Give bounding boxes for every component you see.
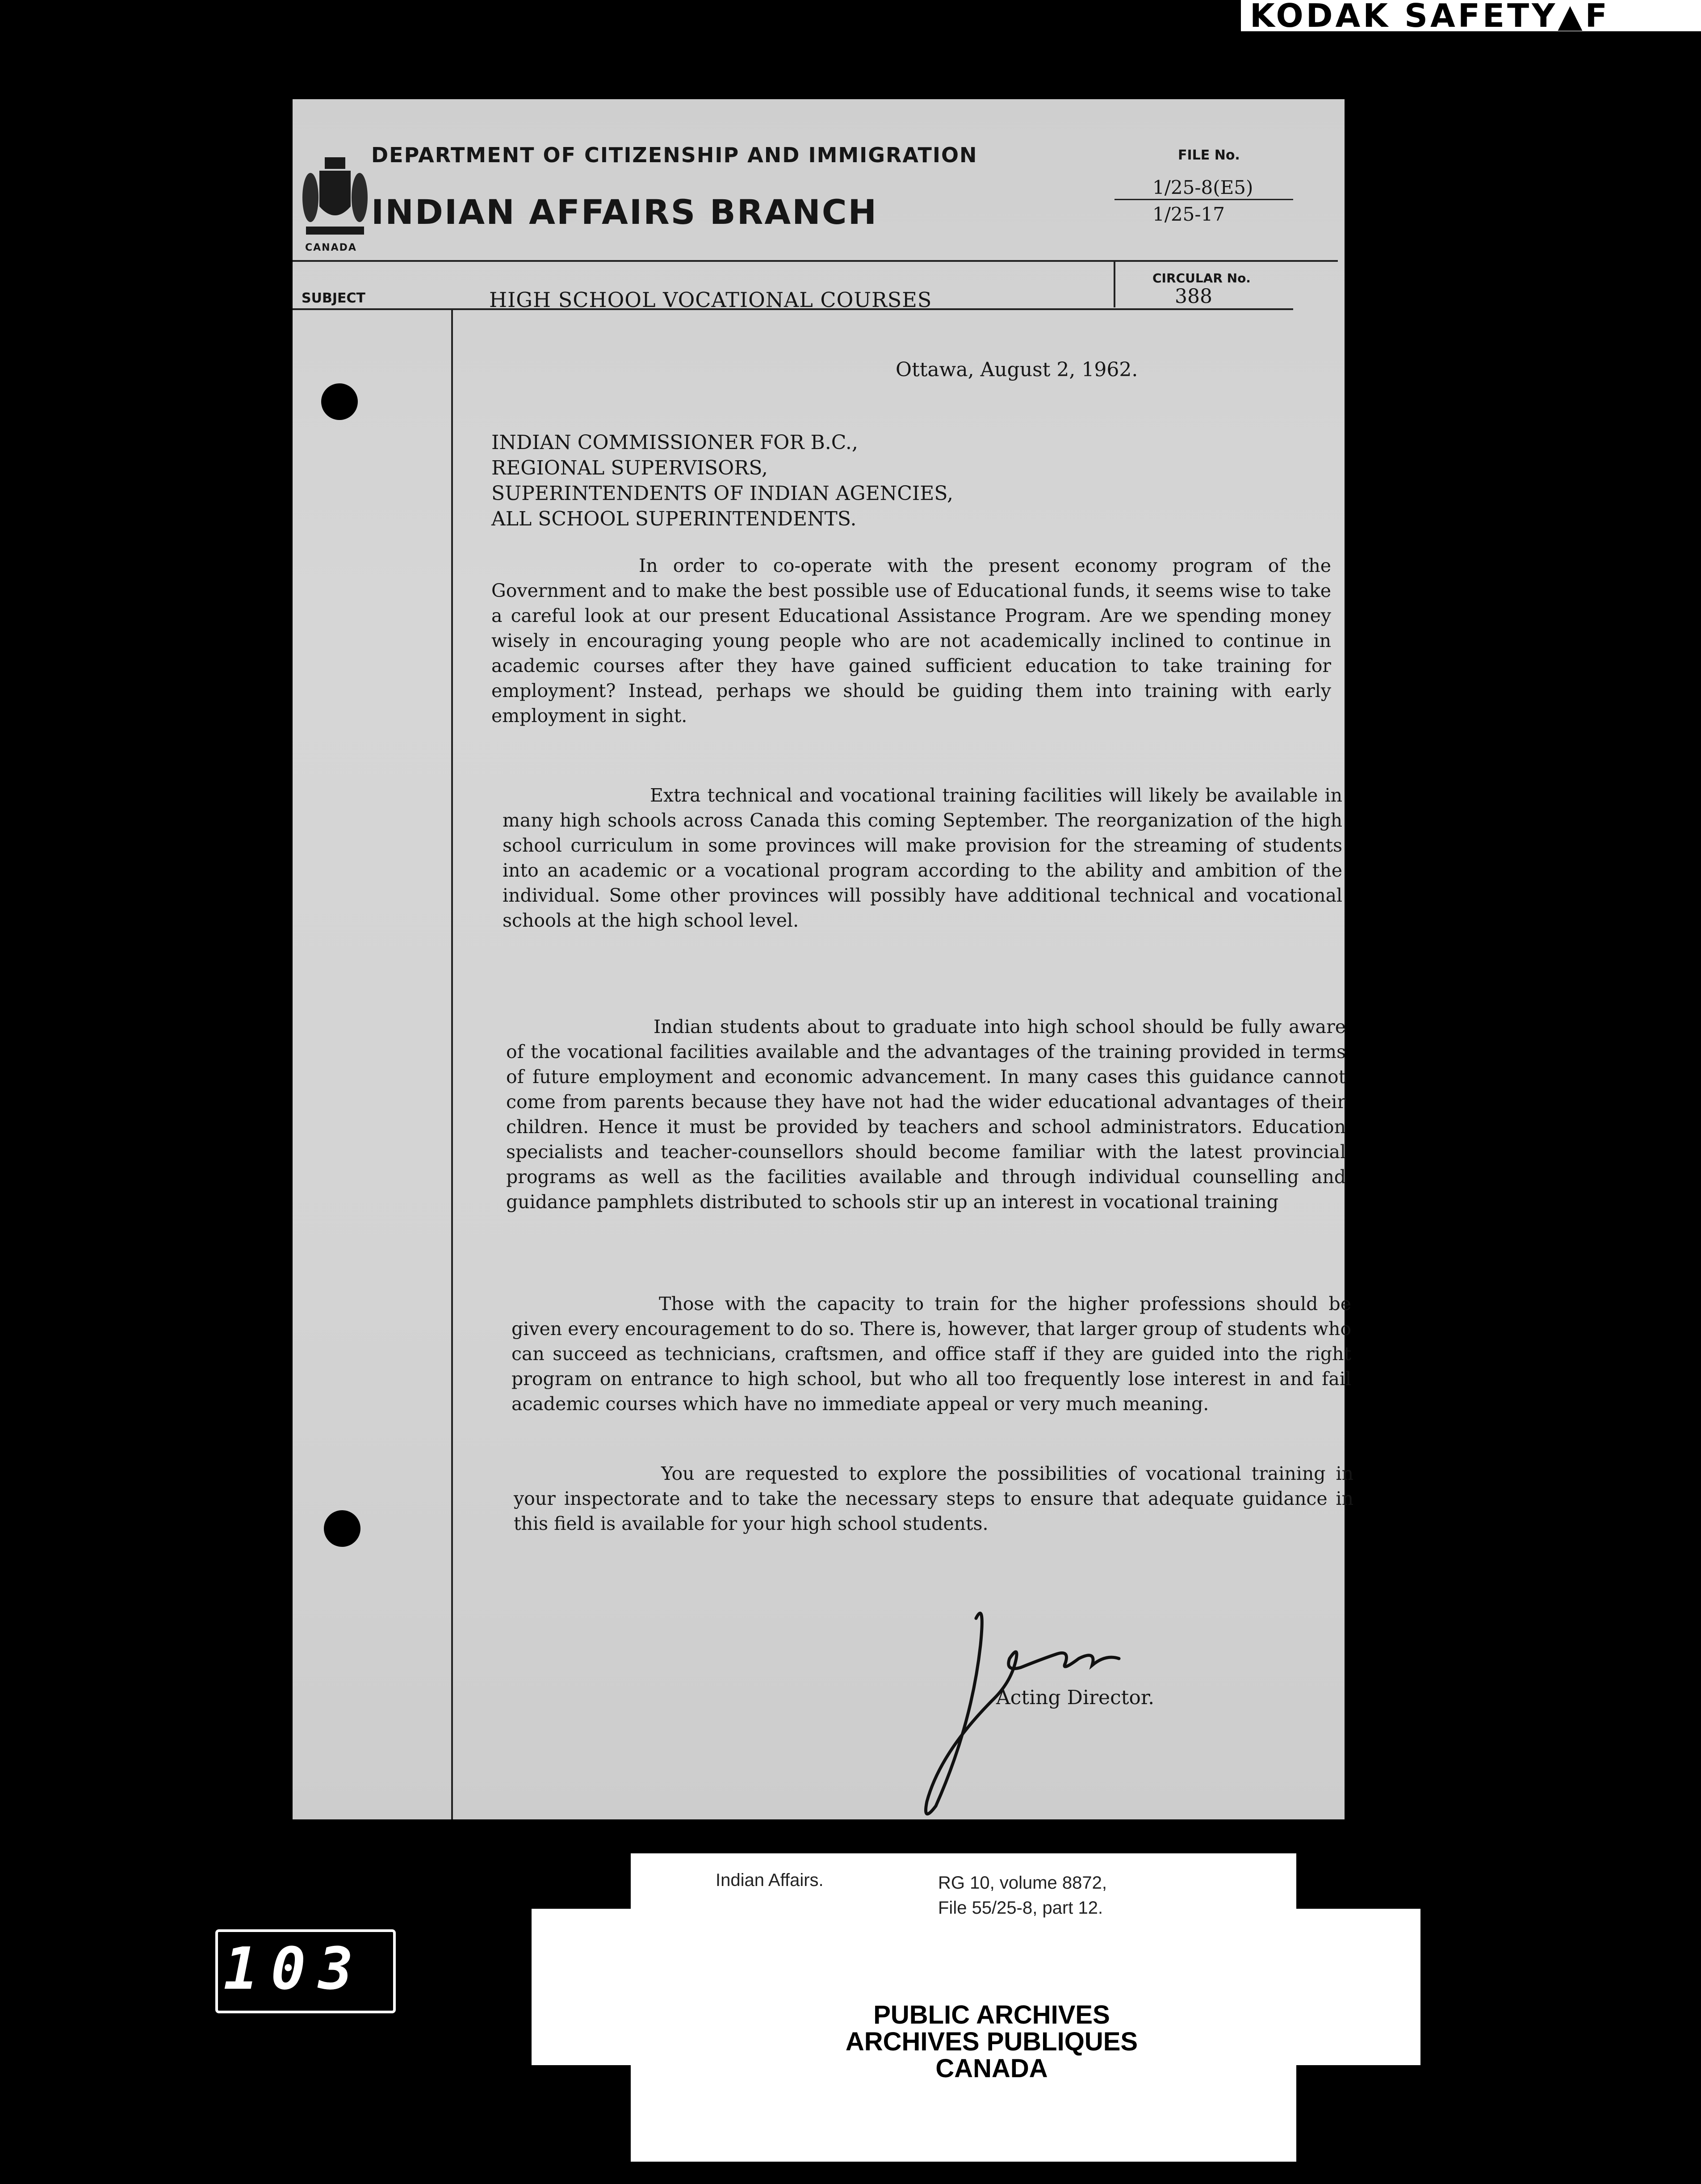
recipient-line: ALL SCHOOL SUPERINTENDENTS.: [491, 508, 857, 530]
film-edge-marking: KODAK SAFETY▲F: [1241, 0, 1701, 31]
crest-label: CANADA: [305, 242, 357, 253]
file-number-label: FILE No.: [1178, 147, 1240, 163]
circular-label: CIRCULAR No.: [1152, 271, 1251, 286]
paragraph-text: You are requested to explore the possibilities of vocational training in your inspectorate and to take the necessary steps to ensure that adequate guidance in this field is available for your high school students.: [514, 1463, 1353, 1534]
punch-hole: [321, 383, 358, 420]
reference-line: File 55/25-8, part 12.: [938, 1898, 1103, 1918]
stamp-line: CANADA: [935, 2054, 1048, 2083]
header-divider: [293, 260, 1338, 262]
coat-of-arms-icon: [302, 153, 369, 247]
subject-label: SUBJECT: [302, 290, 365, 306]
body-paragraph: [503, 783, 1342, 933]
frame-number: 103: [223, 1935, 366, 2003]
collection-label: Indian Affairs.: [716, 1870, 824, 1890]
letter-page: [293, 99, 1353, 1819]
recipient-line: SUPERINTENDENTS OF INDIAN AGENCIES,: [491, 482, 953, 505]
file-numbers: [1152, 174, 1253, 228]
archives-stamp: [804, 2002, 1179, 2082]
branch-name: INDIAN AFFAIRS BRANCH: [371, 192, 878, 232]
file-number: 1/25-17: [1152, 203, 1225, 225]
circular-divider: [1114, 261, 1115, 307]
circular-number: 388: [1175, 285, 1212, 308]
margin-line: [451, 308, 453, 1819]
subject-text: HIGH SCHOOL VOCATIONAL COURSES: [489, 288, 932, 312]
body-paragraph: [514, 1461, 1353, 1536]
letter-date: Ottawa, August 2, 1962.: [896, 358, 1138, 381]
stamp-line: PUBLIC ARCHIVES: [873, 2000, 1110, 2029]
file-number-rule: [1114, 199, 1293, 200]
body-paragraph: [506, 1014, 1346, 1214]
department-name: DEPARTMENT OF CITIZENSHIP AND IMMIGRATION: [371, 143, 978, 167]
stamp-line: ARCHIVES PUBLIQUES: [845, 2027, 1138, 2056]
recipient-line: REGIONAL SUPERVISORS,: [491, 457, 768, 479]
body-paragraph: [491, 553, 1331, 728]
paragraph-text: Extra technical and vocational training facilities will likely be available in many high schools across Canada this coming September. The reorganization of the high school curriculum in some provinces will make provision for the streaming of students into an academic or a vocational program according to the ability and ambition of the individual. Some other provinces will possibly have additional technical and vocational schools at the high school level.: [503, 785, 1342, 931]
paragraph-text: Indian students about to graduate into high school should be fully aware of the vocational facilities available and the advantages of the training provided in terms of future employment and economic advancement. In many cases this guidance cannot come from parents because they have not had the wider educational advantages of their children. Hence it must be provided by teachers and school administrators. Education specialists and teacher-counsellors should become familiar with the latest provincial programs as well as the facilities available and through individual counselling and guidance pamphlets distributed to schools stir up an interest in vocational training: [506, 1016, 1346, 1213]
reference-line: RG 10, volume 8872,: [938, 1873, 1107, 1893]
paragraph-text: In order to co-operate with the present economy program of the Government and to make the best possible use of Educational funds, it seems wise to take a careful look at our present Educational Assistance Program. Are we spending money wisely in encouraging young people who are not academically inclined to continue in academic courses after they have gained sufficient education to take training for employment? Instead, perhaps we should be guiding them into training with early employment in sight.: [491, 555, 1331, 727]
body-paragraph: [511, 1291, 1351, 1416]
signature-title: Acting Director.: [996, 1686, 1155, 1709]
signature-icon: [909, 1592, 1141, 1833]
paragraph-text: Those with the capacity to train for the higher professions should be given every encouragement to do so. There is, however, that larger group of students who can succeed as technicians, craftsmen, and office staff if they are guided into the right program on entrance to high school, but who all too frequently lose interest in and fail academic courses which have no immediate appeal or very much meaning.: [511, 1293, 1351, 1415]
punch-hole: [324, 1510, 360, 1547]
recipient-line: INDIAN COMMISSIONER FOR B.C.,: [491, 431, 858, 454]
reference-text: [938, 1870, 1107, 1920]
recipient-list: [491, 430, 953, 532]
file-number: 1/25-8(E5): [1152, 176, 1253, 198]
